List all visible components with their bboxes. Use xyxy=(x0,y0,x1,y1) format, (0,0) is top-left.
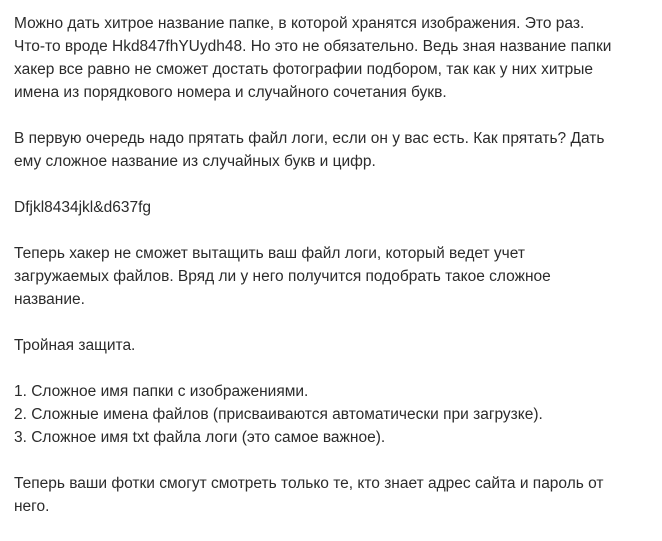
list-item: 1. Сложное имя папки с изображениями. xyxy=(14,383,309,400)
text-line: Можно дать хитрое название папке, в которой хранятся изображения. Это раз. xyxy=(14,15,585,32)
text-line: Что-то вроде Hkd847fhYUydh48. Но это не обязательно. Ведь зная название папки xyxy=(14,38,612,55)
protection-list xyxy=(14,380,654,449)
text-line: Теперь ваши фотки смогут смотреть только те, кто знает адрес сайта и пароль от xyxy=(14,475,604,492)
paragraph-hide-log xyxy=(14,127,654,173)
text-line: загружаемых файлов. Вряд ли у него получится подобрать такое сложное xyxy=(14,268,551,285)
list-item: 2. Сложные имена файлов (присваиваются автоматически при загрузке). xyxy=(14,406,543,423)
text-line: Теперь хакер не сможет вытащить ваш файл логи, который ведет учет xyxy=(14,245,525,262)
paragraph-folder-name xyxy=(14,12,654,104)
text-line: имена из порядкового номера и случайного сочетания букв. xyxy=(14,84,447,101)
article-body xyxy=(14,12,654,518)
text-line: название. xyxy=(14,291,85,308)
text-line: ему сложное название из случайных букв и цифр. xyxy=(14,153,376,170)
list-item: 3. Сложное имя txt файла логи (это самое важное). xyxy=(14,429,386,446)
triple-protection-heading: Тройная защита. xyxy=(14,337,136,354)
text-line: него. xyxy=(14,498,50,515)
paragraph-hacker-cannot xyxy=(14,242,654,311)
text-line: В первую очередь надо прятать файл логи, если он у вас есть. Как прятать? Дать xyxy=(14,130,605,147)
text-line: хакер все равно не сможет достать фотографии подбором, так как у них хитрые xyxy=(14,61,593,78)
example-log-name: Dfjkl8434jkl&d637fg xyxy=(14,199,152,216)
paragraph-final xyxy=(14,472,654,518)
